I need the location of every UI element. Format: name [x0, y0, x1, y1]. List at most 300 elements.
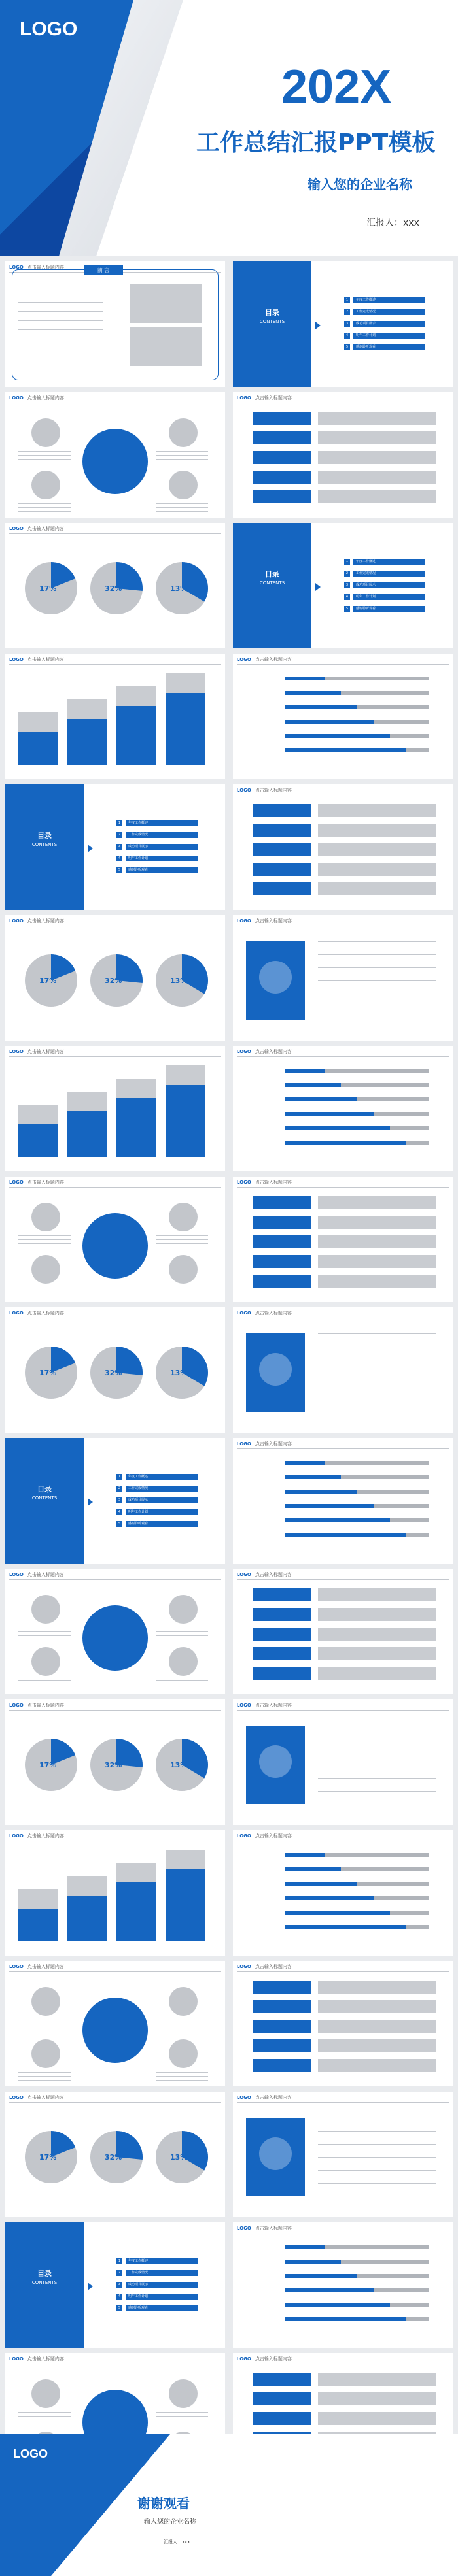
list-box	[253, 1667, 311, 1680]
toc-number: 5	[116, 1521, 122, 1527]
slide-logo: LOGO	[237, 1964, 251, 1969]
progress-bar	[285, 1097, 357, 1101]
text-line	[156, 1239, 208, 1240]
list-desc	[318, 824, 436, 837]
header-rule	[237, 664, 449, 665]
text-line	[18, 459, 71, 460]
list-desc	[318, 882, 436, 895]
bar-cap	[116, 1863, 156, 1882]
toc-title: 目录	[37, 1485, 52, 1494]
progress-bar	[285, 1504, 374, 1508]
toc-arrow	[315, 322, 321, 329]
toc-arrow	[88, 845, 93, 852]
slide-title: 点击输入标题内容	[27, 1180, 64, 1185]
list-box	[253, 1628, 311, 1641]
slide-title: 点击输入标题内容	[255, 1441, 292, 1447]
progress-bar	[285, 2288, 374, 2292]
progress-bar	[285, 1896, 374, 1900]
toc-number: 5	[116, 2305, 122, 2311]
satellite-circle	[31, 418, 60, 447]
slide-title: 点击输入标题内容	[255, 918, 292, 924]
progress-bar	[285, 1112, 374, 1116]
progress-bar	[285, 1069, 325, 1073]
text-line	[18, 1243, 71, 1244]
list-box	[253, 431, 311, 444]
slide-thumbnail	[5, 1961, 225, 2086]
list-desc	[318, 2392, 436, 2405]
text-line	[18, 1680, 71, 1681]
slide-thumbnail	[233, 1961, 453, 2086]
bar-cap	[18, 1889, 58, 1909]
slide-header	[9, 1571, 64, 1578]
slide-header	[237, 2225, 292, 2232]
preface-title: 前 言	[97, 267, 110, 273]
toc-item: 年度工作概述	[126, 820, 198, 826]
list-desc	[318, 431, 436, 444]
toc-number: 3	[116, 2282, 122, 2288]
toc-title: 目录	[265, 309, 279, 317]
toc-item: 成功项目展示	[126, 2282, 198, 2288]
toc-item: 感谢聆听观看	[126, 2305, 198, 2311]
progress-bar	[285, 1083, 341, 1087]
text-line	[18, 2076, 71, 2077]
toc-number: 5	[344, 606, 350, 612]
list-box	[253, 1608, 311, 1621]
slide-title: 点击输入标题内容	[27, 265, 64, 270]
cover-slide	[0, 0, 458, 256]
progress-bar	[285, 1925, 406, 1929]
bar-cap	[166, 673, 205, 693]
satellite-circle	[169, 1987, 198, 2016]
slide-header	[237, 395, 292, 401]
text-line	[318, 2170, 436, 2171]
slide-thumbnail	[5, 2092, 225, 2217]
list-box	[253, 1235, 311, 1248]
text-line	[318, 2157, 436, 2158]
toc-number: 2	[344, 571, 350, 577]
slide-thumbnail	[233, 2222, 453, 2348]
header-rule	[237, 2102, 449, 2103]
cover-logo: LOGO	[20, 18, 78, 40]
slide-logo: LOGO	[9, 918, 24, 924]
list-box	[253, 490, 311, 503]
slide-logo: LOGO	[9, 1572, 24, 1577]
slide-logo: LOGO	[9, 1964, 24, 1969]
slide-thumbnail	[233, 261, 453, 387]
end-logo: LOGO	[13, 2447, 48, 2460]
text-line	[18, 451, 71, 452]
slide-thumbnail	[5, 1177, 225, 1302]
slide-title: 点击输入标题内容	[27, 2356, 64, 2362]
list-desc	[318, 1196, 436, 1209]
toc-number: 4	[116, 2294, 122, 2300]
slide-logo: LOGO	[237, 1703, 251, 1708]
pie-label: 32%	[105, 584, 122, 593]
center-circle	[82, 1998, 148, 2063]
progress-bar	[285, 720, 374, 724]
toc-arrow	[88, 1498, 93, 1506]
satellite-circle	[169, 1203, 198, 1231]
slide-thumbnail	[5, 392, 225, 518]
slide-logo: LOGO	[237, 1441, 251, 1447]
text-line	[156, 1680, 208, 1681]
progress-bar	[285, 734, 390, 738]
list-desc	[318, 804, 436, 817]
list-desc	[318, 2020, 436, 2033]
toc-panel	[5, 784, 84, 910]
slide-header	[237, 918, 292, 924]
toc-item: 工作完成情况	[126, 2270, 198, 2276]
slide-header	[9, 656, 64, 663]
toc-number: 2	[344, 309, 350, 315]
text-line	[18, 1635, 71, 1636]
feature-icon	[259, 1353, 292, 1386]
toc-number: 1	[116, 2258, 122, 2264]
bar-cap	[18, 1105, 58, 1124]
toc-number: 1	[116, 820, 122, 826]
text-line	[156, 1635, 208, 1636]
list-desc	[318, 1235, 436, 1248]
feature-icon	[259, 1745, 292, 1778]
header-rule	[9, 1710, 221, 1711]
text-line	[318, 980, 436, 981]
satellite-circle	[169, 1255, 198, 1284]
bar-cap	[67, 1092, 107, 1111]
pie-label: 13%	[170, 584, 188, 593]
header-rule	[9, 1579, 221, 1580]
slide-title: 点击输入标题内容	[27, 526, 64, 531]
slide-title: 点击输入标题内容	[255, 1572, 292, 1577]
toc-item: 年度工作概述	[353, 297, 425, 303]
satellite-circle	[31, 1647, 60, 1676]
slide-header	[9, 1964, 64, 1970]
slide-logo: LOGO	[237, 1180, 251, 1185]
header-rule	[237, 1579, 449, 1580]
toc-item: 感谢聆听观看	[353, 606, 425, 612]
progress-bar	[285, 1867, 341, 1871]
progress-bar	[285, 1533, 406, 1537]
progress-bar	[285, 1126, 390, 1130]
toc-title: 目录	[37, 2269, 52, 2278]
slide-header	[237, 1048, 292, 1055]
slide-header	[237, 1310, 292, 1316]
slide-thumbnail	[5, 1699, 225, 1825]
text-line	[156, 1235, 208, 1236]
slide-header	[237, 1179, 292, 1186]
satellite-circle	[169, 471, 198, 499]
bar-block	[116, 706, 156, 765]
slide-title: 点击输入标题内容	[255, 788, 292, 793]
toc-item: 工作完成情况	[126, 1486, 198, 1492]
bar-block	[166, 1085, 205, 1157]
toc-subtitle: CONTENTS	[31, 2280, 58, 2285]
text-line	[156, 507, 208, 508]
pie-label: 17%	[39, 1369, 57, 1377]
list-box	[253, 2392, 311, 2405]
list-desc	[318, 843, 436, 856]
toc-item: 成功项目展示	[126, 1497, 198, 1503]
slide-header	[237, 1964, 292, 1970]
list-desc	[318, 2039, 436, 2052]
toc-number: 4	[344, 333, 350, 339]
slide-title: 点击输入标题内容	[27, 1049, 64, 1054]
slide-logo: LOGO	[237, 2356, 251, 2362]
toc-number: 4	[344, 594, 350, 600]
text-line	[156, 1243, 208, 1244]
toc-number: 2	[116, 1486, 122, 1492]
slide-logo: LOGO	[9, 1833, 24, 1839]
slide-thumbnail	[5, 1830, 225, 1956]
slide-thumbnail	[5, 1046, 225, 1171]
cover-reporter: 汇报人：xxx	[366, 218, 419, 228]
list-desc	[318, 2000, 436, 2013]
text-line	[318, 941, 436, 942]
slide-thumbnail	[233, 1438, 453, 1564]
photo-placeholder	[130, 284, 202, 323]
bar-block	[166, 1869, 205, 1941]
slide-logo: LOGO	[9, 265, 24, 270]
slide-thumbnail	[5, 1569, 225, 1694]
list-box	[253, 2000, 311, 2013]
list-desc	[318, 1255, 436, 1268]
slide-title: 点击输入标题内容	[27, 1572, 64, 1577]
slide-header	[9, 1702, 64, 1709]
list-desc	[318, 1628, 436, 1641]
header-rule	[237, 1448, 449, 1449]
header-rule	[9, 664, 221, 665]
toc-subtitle: CONTENTS	[259, 580, 285, 586]
pie-label: 17%	[39, 1761, 57, 1769]
slide-title: 点击输入标题内容	[27, 395, 64, 401]
slide-header	[9, 1833, 64, 1839]
text-line	[18, 1631, 71, 1632]
list-box	[253, 471, 311, 484]
header-rule	[237, 1971, 449, 1972]
satellite-circle	[31, 2039, 60, 2068]
slide-title: 点击输入标题内容	[27, 2095, 64, 2100]
slide-thumbnail	[233, 1046, 453, 1171]
list-desc	[318, 1275, 436, 1288]
slide-logo: LOGO	[237, 2095, 251, 2100]
list-box	[253, 1196, 311, 1209]
photo-placeholder	[130, 327, 202, 366]
list-box	[253, 843, 311, 856]
list-box	[253, 1647, 311, 1660]
feature-icon	[259, 961, 292, 994]
slide-title: 点击输入标题内容	[27, 1833, 64, 1839]
toc-item: 成功项目展示	[353, 582, 425, 588]
progress-bar	[285, 1911, 390, 1915]
text-line	[18, 511, 71, 512]
toc-number: 5	[116, 867, 122, 873]
header-rule	[9, 1056, 221, 1057]
slide-thumbnail	[233, 654, 453, 779]
text-line	[318, 967, 436, 968]
text-line	[18, 2072, 71, 2073]
toc-number: 2	[116, 832, 122, 838]
list-box	[253, 882, 311, 895]
slide-logo: LOGO	[9, 1180, 24, 1185]
slide-header	[9, 918, 64, 924]
progress-bar	[285, 1461, 325, 1465]
list-box	[253, 2373, 311, 2386]
bar-block	[67, 1896, 107, 1941]
progress-bar	[285, 677, 325, 680]
toc-item: 年度工作概述	[126, 2258, 198, 2264]
slide-logo: LOGO	[9, 1049, 24, 1054]
text-line	[318, 2183, 436, 2184]
text-line	[156, 2416, 208, 2417]
toc-number: 3	[116, 844, 122, 850]
bar-block	[67, 1111, 107, 1157]
pie-label: 32%	[105, 1761, 122, 1769]
satellite-circle	[169, 1595, 198, 1624]
toc-item: 工作完成情况	[126, 832, 198, 838]
progress-bar	[285, 1882, 357, 1886]
satellite-circle	[31, 1255, 60, 1284]
center-circle	[82, 429, 148, 494]
toc-subtitle: CONTENTS	[31, 842, 58, 847]
slide-thumbnail	[233, 1569, 453, 1694]
list-desc	[318, 471, 436, 484]
slide-header	[9, 1179, 64, 1186]
satellite-circle	[169, 2039, 198, 2068]
feature-icon	[259, 2137, 292, 2170]
list-box	[253, 1981, 311, 1994]
progress-bar	[285, 705, 357, 709]
toc-number: 3	[344, 321, 350, 327]
slide-thumbnail	[5, 654, 225, 779]
toc-item: 明年工作计划	[126, 1509, 198, 1515]
slide-logo: LOGO	[237, 1049, 251, 1054]
list-desc	[318, 451, 436, 464]
slide-title: 点击输入标题内容	[255, 395, 292, 401]
list-desc	[318, 2373, 436, 2386]
list-desc	[318, 1981, 436, 1994]
bar-block	[166, 693, 205, 765]
slide-title: 点击输入标题内容	[255, 1049, 292, 1054]
slide-logo: LOGO	[237, 2226, 251, 2231]
text-line	[18, 1239, 71, 1240]
bar-cap	[166, 1065, 205, 1085]
list-desc	[318, 412, 436, 425]
slide-logo: LOGO	[9, 1703, 24, 1708]
text-line	[156, 451, 208, 452]
slide-header	[237, 787, 292, 794]
satellite-circle	[31, 1595, 60, 1624]
text-line	[156, 455, 208, 456]
toc-item: 年度工作概述	[353, 559, 425, 565]
text-line	[156, 2412, 208, 2413]
progress-bar	[285, 2245, 325, 2249]
toc-number: 1	[116, 1474, 122, 1480]
slide-title: 点击输入标题内容	[255, 2356, 292, 2362]
pie-label: 17%	[39, 2153, 57, 2162]
list-box	[253, 2059, 311, 2072]
slide-title: 点击输入标题内容	[27, 1311, 64, 1316]
progress-bar	[285, 1518, 390, 1522]
text-line	[156, 511, 208, 512]
text-line	[18, 311, 103, 312]
pie-label: 13%	[170, 1761, 188, 1769]
slide-thumbnail	[233, 392, 453, 518]
bar-block	[18, 732, 58, 765]
slide-header	[9, 2094, 64, 2101]
text-line	[156, 2076, 208, 2077]
header-rule	[9, 1187, 221, 1188]
progress-bar	[285, 691, 341, 695]
slide-logo: LOGO	[237, 788, 251, 793]
slide-thumbnail	[233, 1699, 453, 1825]
progress-bar	[285, 1141, 406, 1145]
slide-title: 点击输入标题内容	[27, 1703, 64, 1708]
list-desc	[318, 1608, 436, 1621]
bar-block	[116, 1098, 156, 1157]
slide-header	[237, 1833, 292, 1839]
slide-thumbnail	[5, 2222, 225, 2348]
pie-label: 13%	[170, 1369, 188, 1377]
satellite-circle	[31, 2379, 60, 2408]
pie-label: 17%	[39, 977, 57, 985]
bar-block	[67, 719, 107, 765]
list-box	[253, 863, 311, 876]
toc-number: 3	[116, 1497, 122, 1503]
progress-bar	[285, 2274, 357, 2278]
toc-item: 明年工作计划	[126, 2294, 198, 2300]
slide-header	[237, 2094, 292, 2101]
slide-thumbnail	[5, 261, 225, 387]
toc-title: 目录	[265, 570, 279, 578]
bar-block	[116, 1882, 156, 1941]
slide-thumbnail	[233, 2092, 453, 2217]
list-box	[253, 1588, 311, 1601]
slide-title: 点击输入标题内容	[27, 918, 64, 924]
toc-number: 5	[344, 344, 350, 350]
toc-subtitle: CONTENTS	[31, 1496, 58, 1501]
text-line	[156, 2072, 208, 2073]
text-line	[18, 507, 71, 508]
text-line	[18, 329, 103, 330]
slide-header	[9, 1310, 64, 1316]
slide-title: 点击输入标题内容	[255, 1964, 292, 1969]
pie-label: 17%	[39, 584, 57, 593]
toc-item: 年度工作概述	[126, 1474, 198, 1480]
toc-item: 明年工作计划	[126, 856, 198, 861]
satellite-circle	[169, 1647, 198, 1676]
toc-panel	[233, 523, 311, 648]
bar-cap	[116, 686, 156, 706]
toc-number: 1	[344, 559, 350, 565]
list-box	[253, 804, 311, 817]
toc-item: 成功项目展示	[126, 844, 198, 850]
slide-title: 点击输入标题内容	[255, 1180, 292, 1185]
center-circle	[82, 1605, 148, 1671]
slide-header	[9, 1048, 64, 1055]
pie-label: 13%	[170, 2153, 188, 2162]
text-line	[18, 1235, 71, 1236]
toc-subtitle: CONTENTS	[259, 319, 285, 324]
pie-label: 32%	[105, 2153, 122, 2162]
toc-item: 感谢聆听观看	[353, 344, 425, 350]
slide-thumbnail	[233, 523, 453, 648]
header-rule	[237, 1056, 449, 1057]
end-reporter: 汇报人：xxx	[164, 2539, 190, 2545]
list-desc	[318, 1667, 436, 1680]
slide-title: 点击输入标题内容	[255, 1833, 292, 1839]
slide-logo: LOGO	[9, 526, 24, 531]
slide-logo: LOGO	[9, 657, 24, 662]
list-desc	[318, 1216, 436, 1229]
